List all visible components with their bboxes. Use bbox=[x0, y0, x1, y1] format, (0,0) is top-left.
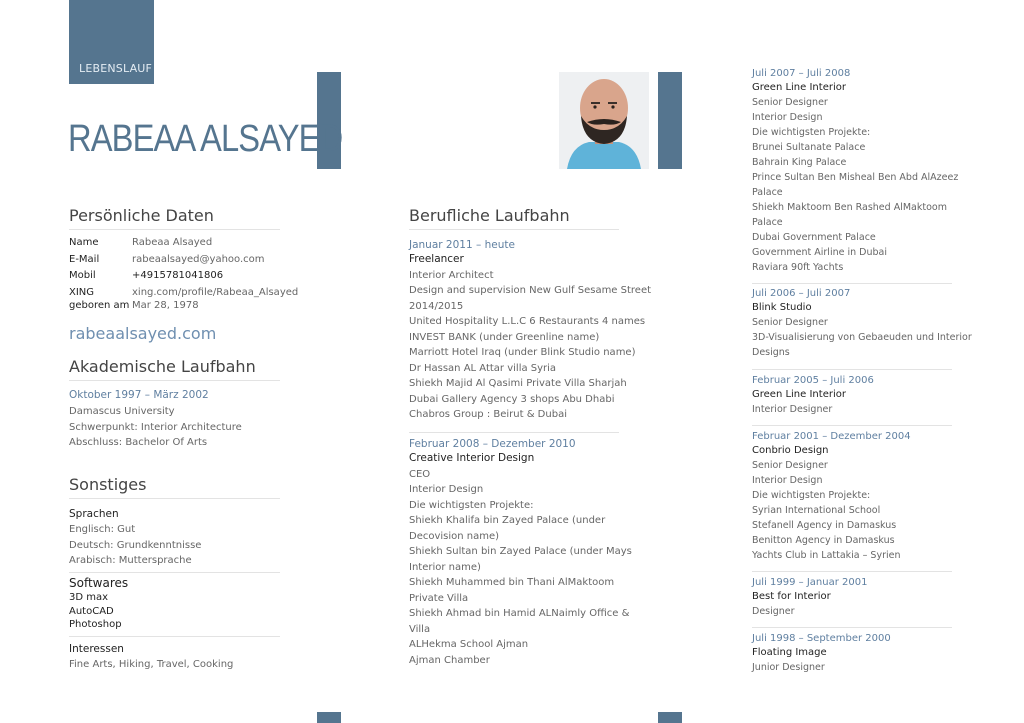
accent-bar-right bbox=[658, 72, 682, 169]
job-line: Senior Designer bbox=[752, 97, 828, 108]
job-line: Shiekh Sultan bin Zayed Palace (under Mays bbox=[409, 546, 632, 557]
job-line: Private Villa bbox=[409, 592, 469, 604]
job-line: INVEST BANK (under Greenline name) bbox=[409, 331, 600, 343]
software-item: AutoCAD bbox=[69, 605, 114, 617]
job-entry bbox=[752, 633, 891, 675]
software-item: 3D max bbox=[69, 592, 109, 603]
academic-line: Abschluss: Bachelor Of Arts bbox=[69, 437, 208, 448]
academic-line: Damascus University bbox=[69, 406, 175, 417]
value-email[interactable]: rabeaalsayed@yahoo.com bbox=[132, 254, 265, 265]
job-date: Juli 1998 – September 2000 bbox=[752, 633, 891, 644]
job-line: Villa bbox=[409, 623, 431, 635]
label-name: Name bbox=[69, 237, 99, 248]
job-date: Februar 2001 – Dezember 2004 bbox=[752, 431, 911, 442]
academic-date: Oktober 1997 – März 2002 bbox=[69, 389, 209, 401]
job-company: Green Line Interior bbox=[752, 389, 846, 400]
job-entry bbox=[752, 375, 874, 417]
job-line: Designer bbox=[752, 606, 795, 617]
job-entry bbox=[409, 438, 632, 668]
value-birthdate: Mar 28, 1978 bbox=[132, 300, 199, 311]
label-xing: XING bbox=[69, 287, 95, 298]
divider bbox=[69, 636, 280, 637]
software-item: Photoshop bbox=[69, 619, 122, 630]
job-line: Palace bbox=[752, 217, 783, 228]
job-line: ALHekma School Ajman bbox=[409, 639, 529, 650]
software-list bbox=[69, 591, 122, 632]
job-line: Die wichtigsten Projekte: bbox=[752, 490, 871, 501]
job-line: Shiekh Ahmad bin Hamid ALNaimly Office & bbox=[409, 608, 630, 619]
value-xing[interactable]: xing.com/profile/Rabeaa_Alsayed bbox=[132, 287, 299, 298]
job-line: Government Airline in Dubai bbox=[752, 247, 887, 258]
job-date: Februar 2005 – Juli 2006 bbox=[752, 375, 874, 386]
job-line: Designs bbox=[752, 347, 790, 358]
job-line: Stefanell Agency in Damaskus bbox=[752, 520, 897, 531]
job-line: Die wichtigsten Projekte: bbox=[752, 127, 871, 138]
job-line: Shiekh Muhammed bin Thani AlMaktoom bbox=[409, 577, 615, 588]
person-name: RABEAA ALSAYED bbox=[68, 118, 343, 160]
job-company: Freelancer bbox=[409, 253, 464, 265]
academic-heading: Akademische Laufbahn bbox=[69, 357, 256, 376]
label-email: E-Mail bbox=[69, 254, 100, 265]
language-item: Deutsch: Grundkenntnisse bbox=[69, 539, 202, 551]
job-line: Marriott Hotel Iraq (under Blink Studio name) bbox=[409, 347, 636, 358]
divider bbox=[69, 498, 280, 499]
value-mobile: +4915781041806 bbox=[132, 270, 224, 281]
divider bbox=[69, 229, 280, 230]
job-company: Creative Interior Design bbox=[409, 452, 535, 464]
career-heading: Berufliche Laufbahn bbox=[409, 206, 570, 225]
cv-label: LEBENSLAUF bbox=[79, 62, 153, 75]
job-line: Interior Architect bbox=[409, 269, 494, 281]
job-line: Interior Design bbox=[409, 484, 484, 495]
job-line: 3D-Visualisierung von Gebaeuden und Interior bbox=[752, 332, 972, 343]
divider bbox=[752, 571, 952, 572]
job-line: Prince Sultan Ben Misheal Ben Abd AlAzeez bbox=[752, 172, 959, 183]
academic-details bbox=[69, 404, 242, 451]
languages-title: Sprachen bbox=[69, 508, 119, 520]
language-item: Arabisch: Muttersprache bbox=[69, 555, 192, 566]
software-title: Softwares bbox=[69, 576, 129, 590]
website-link[interactable]: rabeaalsayed.com bbox=[69, 324, 217, 343]
job-line: Raviara 90ft Yachts bbox=[752, 262, 844, 273]
job-date: Juli 2006 – Juli 2007 bbox=[752, 288, 851, 299]
job-date: Februar 2008 – Dezember 2010 bbox=[409, 438, 576, 450]
job-line: Chabros Group : Beirut & Dubai bbox=[409, 409, 567, 420]
job-line: Benitton Agency in Damaskus bbox=[752, 535, 895, 546]
job-entry bbox=[752, 431, 911, 563]
divider bbox=[409, 229, 619, 230]
job-line: Interior name) bbox=[409, 561, 481, 573]
job-line: Syrian International School bbox=[752, 505, 881, 516]
job-line: Interior Design bbox=[752, 112, 823, 123]
language-item: Englisch: Gut bbox=[69, 524, 136, 535]
job-line: Decovision name) bbox=[409, 530, 500, 542]
job-line: Bahrain King Palace bbox=[752, 157, 847, 168]
interests-text: Fine Arts, Hiking, Travel, Cooking bbox=[69, 659, 234, 670]
label-mobile: Mobil bbox=[69, 270, 96, 281]
job-line: United Hospitality L.L.C 6 Restaurants 4 names bbox=[409, 316, 646, 327]
divider bbox=[409, 432, 619, 433]
other-heading: Sonstiges bbox=[69, 475, 147, 494]
accent-bar-bottom-left bbox=[317, 712, 341, 723]
job-line: Interior Designer bbox=[752, 404, 833, 415]
job-company: Conbrio Design bbox=[752, 445, 829, 456]
value-name: Rabeaa Alsayed bbox=[132, 237, 213, 248]
divider bbox=[752, 369, 952, 370]
label-birthdate: geboren am bbox=[69, 300, 130, 311]
job-line: Brunei Sultanate Palace bbox=[752, 142, 866, 153]
job-entry bbox=[752, 288, 972, 360]
job-line: Dubai Government Palace bbox=[752, 232, 876, 243]
job-line: Senior Designer bbox=[752, 317, 828, 328]
job-company: Best for Interior bbox=[752, 591, 831, 602]
job-company: Floating Image bbox=[752, 647, 827, 658]
accent-bar-bottom-right bbox=[658, 712, 682, 723]
job-line: CEO bbox=[409, 468, 431, 480]
cv-label-block bbox=[69, 0, 154, 84]
job-line: Dubai Gallery Agency 3 shops Abu Dhabi bbox=[409, 393, 615, 405]
job-line: Die wichtigsten Projekte: bbox=[409, 499, 534, 511]
divider bbox=[752, 627, 952, 628]
job-line: Palace bbox=[752, 187, 783, 198]
job-entry bbox=[752, 68, 958, 275]
divider bbox=[752, 283, 952, 284]
job-line: Yachts Club in Lattakia – Syrien bbox=[752, 550, 901, 561]
interests-title: Interessen bbox=[69, 643, 124, 655]
job-line: Dr Hassan AL Attar villa Syria bbox=[409, 362, 557, 374]
languages-list bbox=[69, 522, 201, 569]
job-date: Januar 2011 – heute bbox=[409, 239, 515, 251]
job-line: 2014/2015 bbox=[409, 300, 464, 312]
personal-heading: Persönliche Daten bbox=[69, 206, 214, 225]
job-entry bbox=[752, 577, 867, 619]
job-line: Ajman Chamber bbox=[409, 654, 490, 666]
profile-photo bbox=[559, 72, 649, 169]
divider bbox=[752, 425, 952, 426]
job-entry bbox=[409, 239, 651, 423]
job-line: Shiekh Majid Al Qasimi Private Villa Sharjah bbox=[409, 378, 627, 389]
job-date: Juli 1999 – Januar 2001 bbox=[752, 577, 868, 588]
academic-line: Schwerpunkt: Interior Architecture bbox=[69, 421, 242, 433]
divider bbox=[69, 572, 280, 573]
job-company: Blink Studio bbox=[752, 302, 812, 313]
job-line: Design and supervision New Gulf Sesame Street bbox=[409, 285, 652, 296]
job-line: Shiekh Khalifa bin Zayed Palace (under bbox=[409, 515, 606, 526]
divider bbox=[69, 380, 280, 381]
job-line: Junior Designer bbox=[752, 662, 825, 673]
job-line: Senior Designer bbox=[752, 460, 828, 471]
job-line: Interior Design bbox=[752, 475, 823, 486]
job-line: Shiekh Maktoom Ben Rashed AlMaktoom bbox=[752, 202, 947, 213]
job-date: Juli 2007 – Juli 2008 bbox=[752, 68, 851, 79]
job-company: Green Line Interior bbox=[752, 82, 846, 93]
